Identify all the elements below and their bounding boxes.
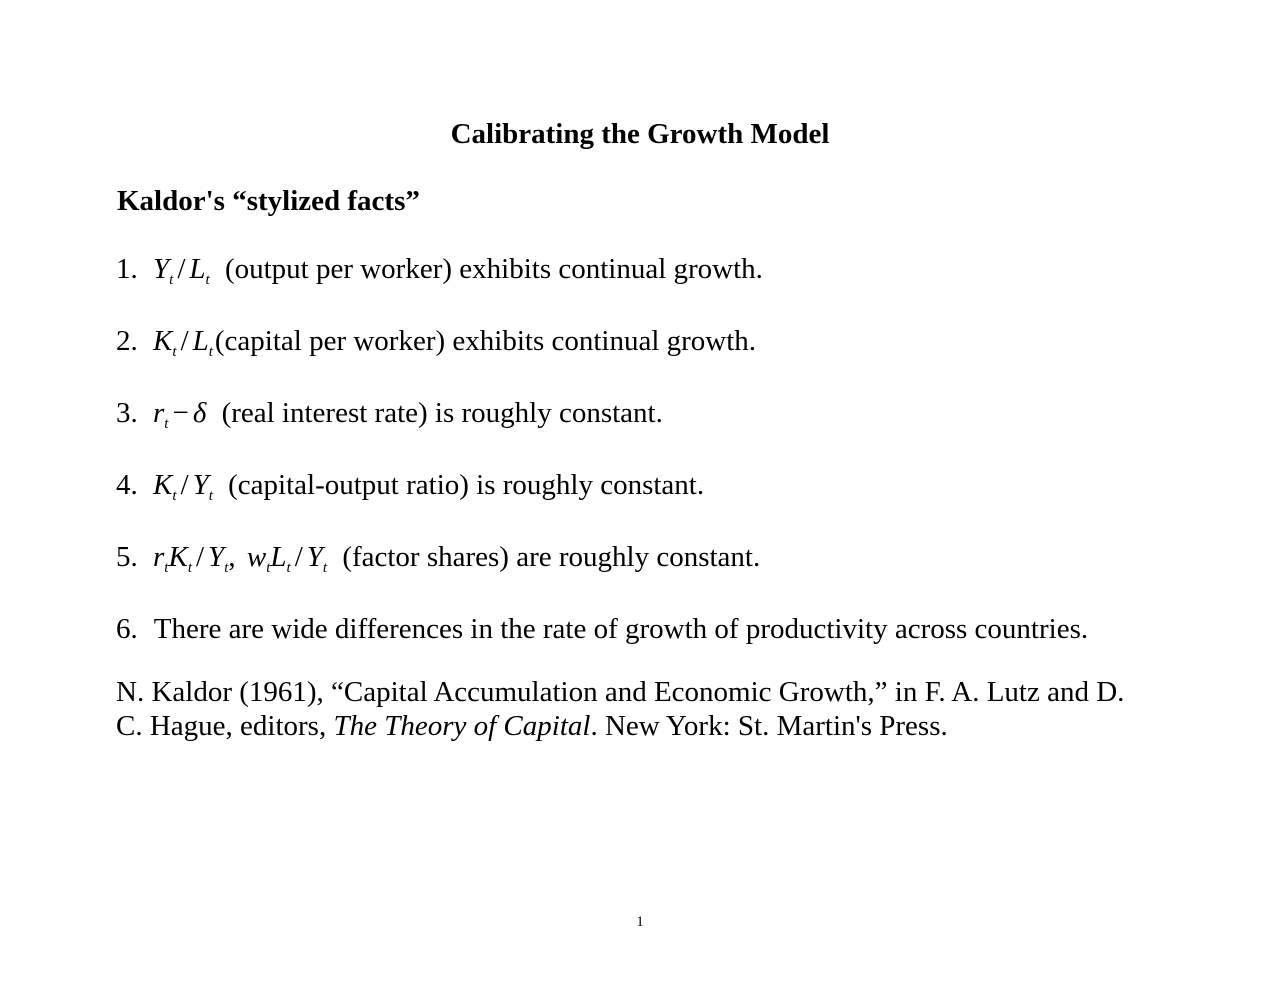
formula-symbol: Y <box>192 469 209 501</box>
formula-symbol: δ <box>192 397 207 429</box>
page-title: Calibrating the Growth Model <box>450 118 830 150</box>
fact-number: 1. <box>116 253 138 285</box>
fact-number: 4. <box>116 469 138 501</box>
formula-separator: , <box>228 541 236 573</box>
formula-symbol: L <box>189 253 206 285</box>
fact-formula <box>153 325 213 360</box>
formula-subscript: t <box>172 488 177 504</box>
formula-symbol: K <box>153 469 173 501</box>
formula-symbol: w <box>246 541 267 573</box>
formula-symbol: Y <box>208 541 225 573</box>
page-number: 1 <box>636 914 644 930</box>
formula-subscript: t <box>208 344 213 360</box>
fact-3 <box>116 393 663 433</box>
formula-symbol: Y <box>153 253 170 285</box>
citation-book-title: The Theory of Capital <box>333 710 591 742</box>
fact-formula <box>153 469 213 504</box>
formula-subscript: t <box>205 272 210 288</box>
formula-subscript: t <box>169 272 174 288</box>
fact-text: There are wide differences in the rate of growth of productivity across countries. <box>153 613 1089 645</box>
formula-symbol: L <box>270 541 287 573</box>
fact-formula-labor-share <box>246 541 328 576</box>
formula-subscript: t <box>164 416 169 432</box>
fact-number: 6. <box>116 613 138 645</box>
fact-formula-capital-share <box>153 541 229 576</box>
formula-subscript: t <box>172 344 177 360</box>
fact-1 <box>116 249 763 289</box>
citation-publisher: . New York: St. Martin's Press. <box>590 710 948 742</box>
fact-5 <box>116 537 760 577</box>
fact-2 <box>116 321 756 361</box>
formula-symbol: r <box>153 541 165 573</box>
fact-formula <box>153 397 207 432</box>
formula-symbol: K <box>168 541 188 573</box>
formula-symbol: K <box>153 325 173 357</box>
formula-operator: / <box>180 325 189 357</box>
fact-number: 2. <box>116 325 138 357</box>
formula-operator: / <box>177 253 186 285</box>
formula-subscript: t <box>266 560 271 576</box>
fact-6 <box>116 609 1088 649</box>
fact-text: (capital per worker) exhibits continual growth. <box>214 325 757 357</box>
formula-symbol: Y <box>306 541 323 573</box>
section-heading: Kaldor's “stylized facts” <box>117 185 420 217</box>
fact-text: (capital-output ratio) is roughly constant. <box>228 469 705 501</box>
fact-formula <box>153 253 210 288</box>
fact-number: 5. <box>116 541 138 573</box>
formula-operator: / <box>195 541 205 573</box>
formula-subscript: t <box>224 560 229 576</box>
citation-text: N. Kaldor (1961), “Capital Accumulation and Economic Growth,” in F. A. Lutz and D. C. Hague, editors, <box>116 676 1125 742</box>
fact-number: 3. <box>116 397 138 429</box>
formula-symbol: L <box>192 325 209 357</box>
formula-subscript: t <box>187 560 192 576</box>
formula-subscript: t <box>322 560 328 576</box>
formula-subscript: t <box>164 560 169 576</box>
formula-operator: / <box>180 469 189 501</box>
fact-text: (real interest rate) is roughly constant. <box>221 397 663 429</box>
formula-subscript: t <box>208 488 213 504</box>
formula-operator: − <box>172 397 189 429</box>
fact-4 <box>116 465 704 505</box>
fact-text: (factor shares) are roughly constant. <box>342 541 761 573</box>
formula-symbol: r <box>153 397 165 429</box>
fact-text: (output per worker) exhibits continual growth. <box>224 253 763 285</box>
formula-subscript: t <box>286 560 291 576</box>
formula-operator: / <box>294 541 303 573</box>
citation <box>116 675 1156 743</box>
